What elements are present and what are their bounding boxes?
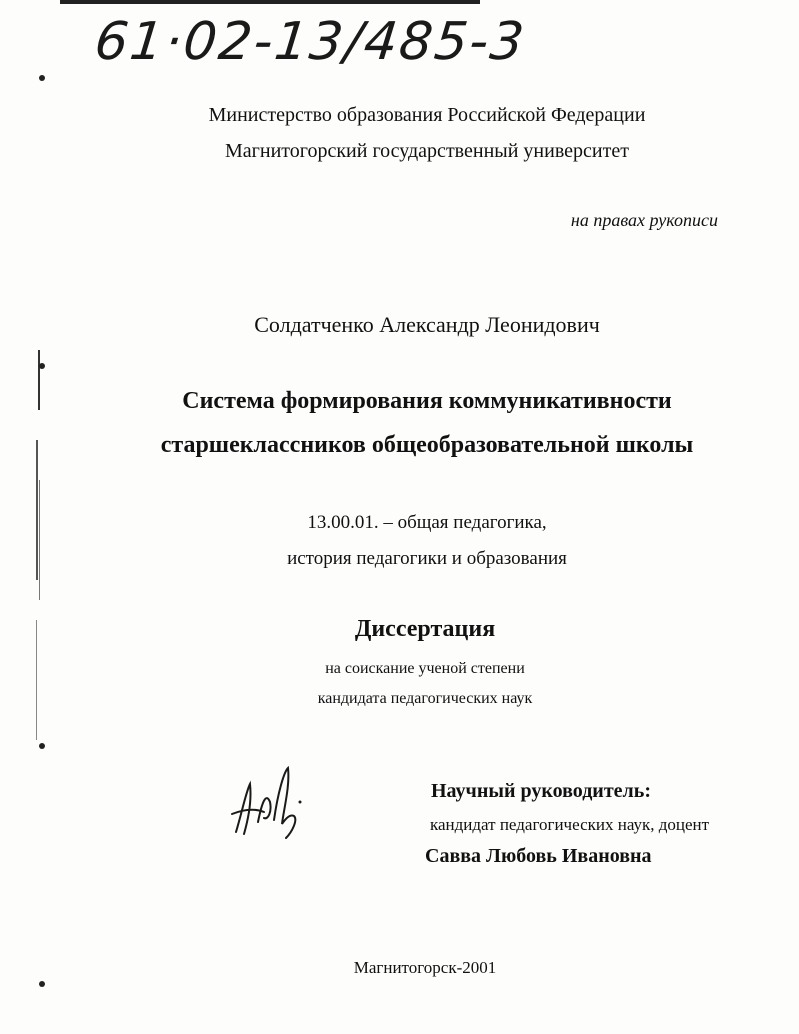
advisor-name: Савва Любовь Ивановна xyxy=(425,845,652,867)
document-type: Диссертация xyxy=(354,616,496,642)
manuscript-rights-note: на правах рукописи xyxy=(570,210,718,230)
signature-icon xyxy=(228,762,308,840)
specialty-line-2: история педагогики и образования xyxy=(287,548,567,569)
degree-line-2: кандидата педагогических наук xyxy=(317,690,533,707)
archive-code-handwritten: 61·02-13/485-3 xyxy=(91,12,529,72)
author-name: Солдатченко Александр Леонидович xyxy=(254,312,600,337)
university-name: Магнитогорский государственный университет xyxy=(225,140,629,162)
city-year: Магнитогорск-2001 xyxy=(353,958,497,977)
ministry-name: Министерство образования Российской Федерации xyxy=(208,104,646,126)
degree-line-1: на соискание ученой степени xyxy=(325,660,525,677)
title-line-1: Система формирования коммуникативности xyxy=(182,388,672,414)
scan-binding-edge xyxy=(30,60,46,1020)
title-line-2: старшеклассников общеобразовательной школы xyxy=(160,432,694,458)
advisor-label: Научный руководитель: xyxy=(431,780,651,802)
advisor-degree: кандидат педагогических наук, доцент xyxy=(430,815,710,834)
specialty-line-1: 13.00.01. – общая педагогика, xyxy=(307,512,547,533)
scan-top-edge xyxy=(60,0,480,4)
